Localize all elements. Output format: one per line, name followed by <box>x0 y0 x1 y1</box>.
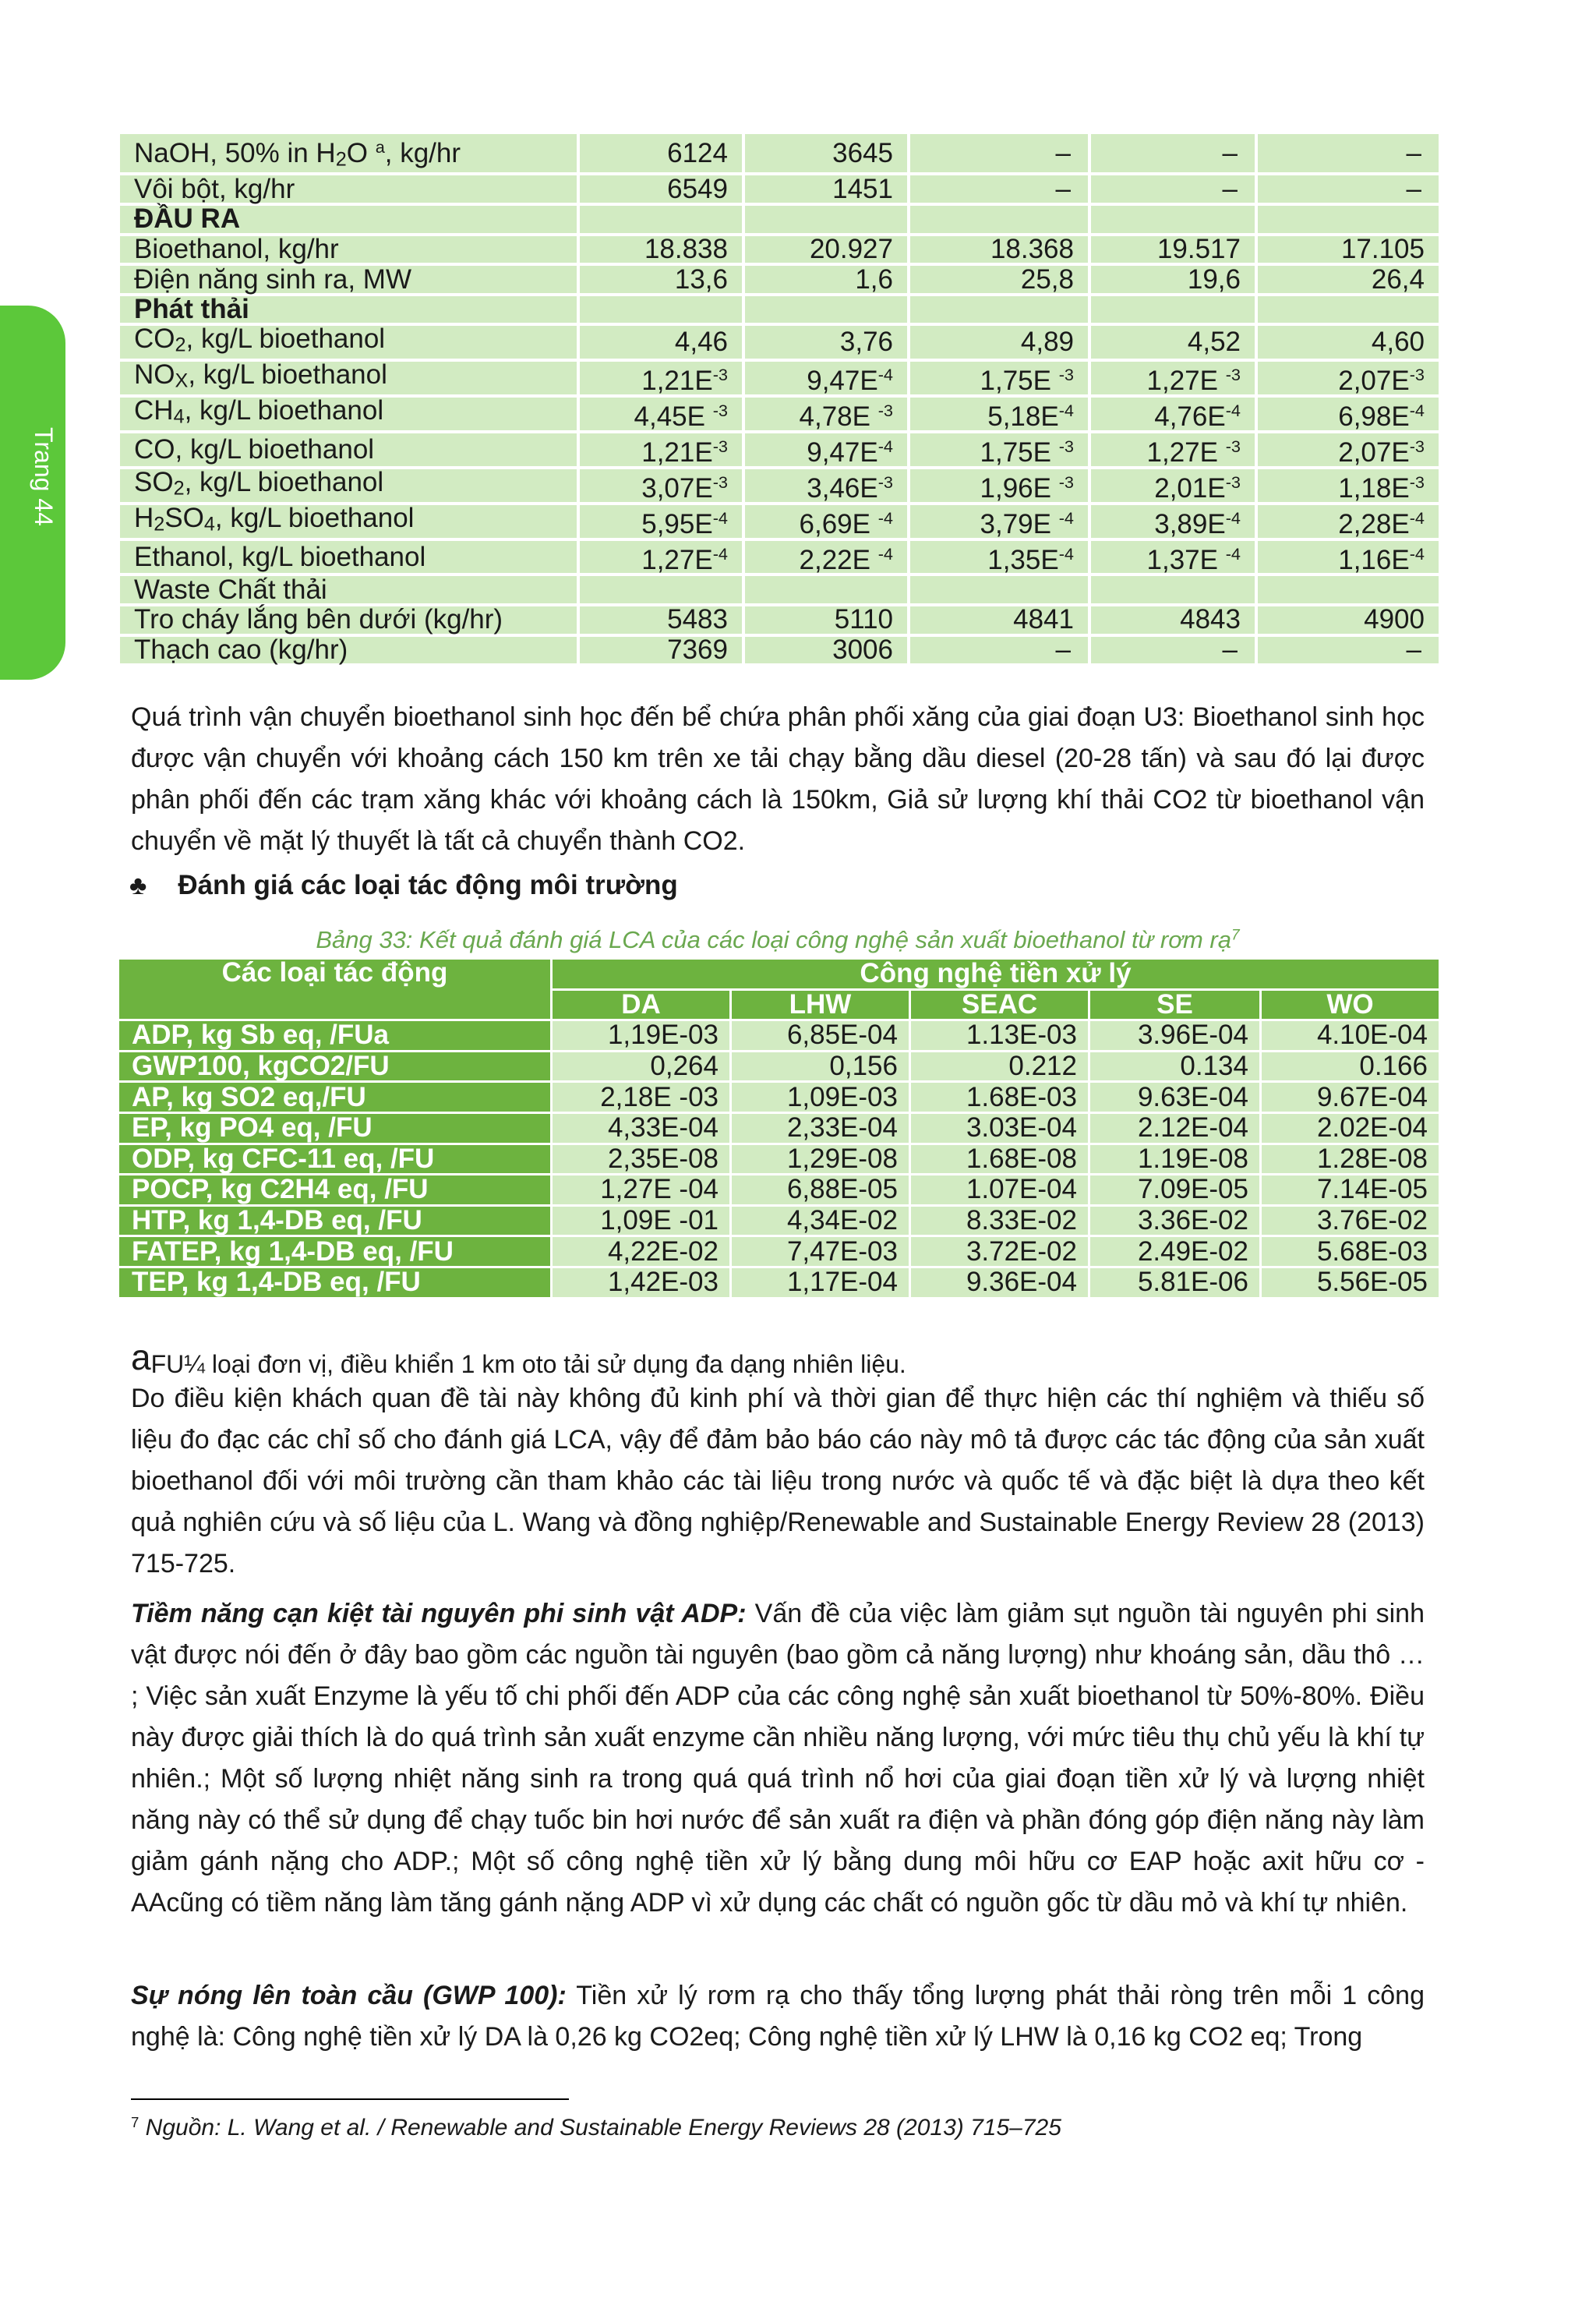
footnote-divider <box>131 2098 569 2100</box>
emissions-table <box>117 131 1442 666</box>
club-bullet-icon: ♣ <box>129 870 147 900</box>
table-cell: 1.19E-08 <box>1089 1144 1261 1175</box>
table-row <box>118 1020 1440 1052</box>
table-row <box>118 133 1440 174</box>
table-row <box>118 574 1440 605</box>
row-label: Phát thải <box>118 295 578 325</box>
heading-text: Đánh giá các loại tác động môi trường <box>178 870 678 900</box>
table-cell: $3,46E^{-3}$ <box>743 468 909 504</box>
table-cell: 4,33E-04 <box>552 1112 731 1144</box>
table-cell: 1,09E -01 <box>552 1205 731 1236</box>
table-cell: 7369 <box>578 635 743 666</box>
table-cell: 1.68E-03 <box>910 1082 1089 1113</box>
table-cell: 5.56E-05 <box>1261 1267 1440 1298</box>
table-row <box>118 432 1440 468</box>
gwp-body: Tiền xử lý rơm rạ cho thấy tổng lượng phát thải ròng trên mỗi 1 công nghệ là: Công nghệ tiền xử lý DA là 0,26 kg CO2eq; Công nghệ tiền xử lý LHW là 0,16 kg CO2 eq; Trong <box>131 1981 1425 2052</box>
table-row <box>118 235 1440 265</box>
table-cell: 3.72E-02 <box>910 1236 1089 1267</box>
table-cell: 5.68E-03 <box>1261 1236 1440 1267</box>
impact-category-header: Các loại tác động <box>118 959 552 1020</box>
row-label: EP, kg PO4 eq, /FU <box>118 1112 552 1144</box>
column-header: SEAC <box>910 989 1089 1020</box>
table-cell: 1,19E-03 <box>552 1020 731 1052</box>
table-cell: 4,45E $^{-3}$ <box>578 396 743 432</box>
table-cell: – <box>909 635 1089 666</box>
table-cell: 3.96E-04 <box>1089 1020 1261 1052</box>
table-row <box>118 635 1440 666</box>
table-row <box>118 360 1440 396</box>
table-cell: – <box>909 133 1089 174</box>
table-cell: 4,60 <box>1256 324 1440 360</box>
table-cell: 4,52 <box>1089 324 1256 360</box>
pretreatment-group-header: Công nghệ tiền xử lý <box>552 959 1440 990</box>
row-label: Thạch cao (kg/hr) <box>118 635 578 666</box>
table-cell <box>1089 574 1256 605</box>
table-cell: 1,27E -04 <box>552 1175 731 1206</box>
column-header: DA <box>552 989 731 1020</box>
table-cell: 3645 <box>743 133 909 174</box>
table-cell: 1,75E $^{-3}$ <box>909 360 1089 396</box>
row-label: $SO_2$, kg/L bioethanol <box>118 468 578 504</box>
table-cell: 2,22E $^{-4}$ <box>743 539 909 575</box>
table-cell: 1,6 <box>743 264 909 295</box>
table-cell: $5,95E^{-4}$ <box>578 504 743 539</box>
table-cell: 7.09E-05 <box>1089 1175 1261 1206</box>
table-cell <box>743 204 909 235</box>
reference-paragraph: Do điều kiện khách quan đề tài này không đủ kinh phí và thời gian để thực hiện các thí nghiệm và thiếu số liệu đo đạc các chỉ số cho đánh giá LCA, vậy để đảm bảo báo cáo này mô tả được các tác động của sản xuất bioethanol đối với môi trường cần tham khảo các tài liệu trong nước và quốc tế và đặc biệt là dựa theo kết quả nghiên cứu và số liệu của L. Wang và đồng nghiệp/Renewable and Sustainable Energy Review 28 (2013) 715-725. <box>131 1384 1425 1578</box>
table-cell: – <box>1256 635 1440 666</box>
table-cell: 1.68E-08 <box>910 1144 1089 1175</box>
table-cell: 4,89 <box>909 324 1089 360</box>
table-cell <box>1256 204 1440 235</box>
table-cell: 2,18E -03 <box>552 1082 731 1113</box>
table-cell: 4,46 <box>578 324 743 360</box>
table-cell <box>1256 574 1440 605</box>
adp-body: Vấn đề của việc làm giảm sụt nguồn tài nguyên phi sinh vật được nói đến ở đây bao gồm các nguồn tài nguyên (bao gồm cả năng lượng) như khoáng sản, dầu thô … ; Việc sản xuất Enzyme là yếu tố chi phối đến ADP của các công nghệ sản xuất bioethanol từ 50%-80%. Điều này được giải thích là do quá trình sản xuất enzyme cần nhiều năng lượng, với mức tiêu thụ chủ yếu là khí tự nhiên.; Một số lượng nhiệt năng sinh ra trong quá quá trình nổ hơi của giai đoạn tiền xử lý và lượng nhiệt năng này có thể sử dụng để chạy tuốc bin hơi nước để sản xuất ra điện và phần đóng góp điện năng này làm giảm gánh nặng cho ADP.; Một số công nghệ tiền xử lý bằng dung môi hữu cơ EAP hoặc axit hữu cơ - AAcũng có tiềm năng làm tăng gánh nặng ADP vì xử dụng các chất có nguồn gốc từ dầu mỏ và khí tự nhiên. <box>131 1599 1425 1918</box>
table-cell: 25,8 <box>909 264 1089 295</box>
gwp-paragraph <box>131 1975 1425 2058</box>
table-cell: 0,156 <box>731 1051 910 1082</box>
table-cell: $1,16E^{-4}$ <box>1256 539 1440 575</box>
table-cell: $6,98E^{-4}$ <box>1256 396 1440 432</box>
table-row <box>118 264 1440 295</box>
table-row <box>118 468 1440 504</box>
table-cell: $1,21E^{-3}$ <box>578 360 743 396</box>
table-cell: 4900 <box>1256 605 1440 635</box>
table-row <box>118 295 1440 325</box>
row-label: ADP, kg Sb eq, /FUa <box>118 1020 552 1052</box>
footnote-mark: a <box>131 1337 151 1377</box>
table-row <box>118 539 1440 575</box>
table-cell: 1,42E-03 <box>552 1267 731 1298</box>
table-cell: 26,4 <box>1256 264 1440 295</box>
table-cell: 1.07E-04 <box>910 1175 1089 1206</box>
table-cell: $2,07E^{-3}$ <box>1256 432 1440 468</box>
table-cell: $1,18E^{-3}$ <box>1256 468 1440 504</box>
table-row <box>118 1051 1440 1082</box>
table-cell: 1451 <box>743 174 909 204</box>
table-cell: 1,27E $^{-3}$ <box>1089 360 1256 396</box>
table-cell <box>909 204 1089 235</box>
table-row <box>118 396 1440 432</box>
table-cell: 1,96E $^{-3}$ <box>909 468 1089 504</box>
row-label: Điện năng sinh ra, MW <box>118 264 578 295</box>
table-cell: $5,18E^{-4}$ <box>909 396 1089 432</box>
table-cell: 4,78E $^{-3}$ <box>743 396 909 432</box>
table-cell: – <box>1256 174 1440 204</box>
table-cell: 19,6 <box>1089 264 1256 295</box>
table-cell: 2,33E-04 <box>731 1112 910 1144</box>
footnote-source-text: Nguồn: L. Wang et al. / Renewable and Sustainable Energy Reviews 28 (2013) 715–725 <box>139 2115 1061 2141</box>
table-cell: 3,79E $^{-4}$ <box>909 504 1089 539</box>
table-cell: 8.33E-02 <box>910 1205 1089 1236</box>
table-row <box>118 204 1440 235</box>
table-cell: $2,01E^{-3}$ <box>1089 468 1256 504</box>
table-cell: 1,17E-04 <box>731 1267 910 1298</box>
table-cell: 6,88E-05 <box>731 1175 910 1206</box>
table-cell: 0.134 <box>1089 1051 1261 1082</box>
row-label: GWP100, kgCO2/FU <box>118 1051 552 1082</box>
table-cell: 2.12E-04 <box>1089 1112 1261 1144</box>
table-cell: 9.63E-04 <box>1089 1082 1261 1113</box>
column-header: LHW <box>731 989 910 1020</box>
table-cell: $4,76E^{-4}$ <box>1089 396 1256 432</box>
table-cell <box>578 204 743 235</box>
table-cell: 13,6 <box>578 264 743 295</box>
table-cell: 5.81E-06 <box>1089 1267 1261 1298</box>
table-cell: 6124 <box>578 133 743 174</box>
table-cell <box>909 295 1089 325</box>
table-cell: 4841 <box>909 605 1089 635</box>
row-label: ĐẦU RA <box>118 204 578 235</box>
table-cell: 0.166 <box>1261 1051 1440 1082</box>
table-cell: 2.02E-04 <box>1261 1112 1440 1144</box>
table-row <box>118 1082 1440 1113</box>
table-cell: $1,21E^{-3}$ <box>578 432 743 468</box>
table-row <box>118 605 1440 635</box>
table-cell <box>578 574 743 605</box>
table-caption <box>117 926 1439 954</box>
table-cell: – <box>1256 133 1440 174</box>
table-cell: – <box>1089 133 1256 174</box>
row-label: POCP, kg C2H4 eq, /FU <box>118 1175 552 1206</box>
adp-paragraph <box>131 1593 1425 1924</box>
table-cell: – <box>1089 635 1256 666</box>
row-label: $CH_4$, kg/L bioethanol <box>118 396 578 432</box>
adp-lead: Tiềm năng cạn kiệt tài nguyên phi sinh vật ADP: <box>131 1599 747 1628</box>
caption-footnote-ref: 7 <box>1231 927 1240 944</box>
table-cell: 5483 <box>578 605 743 635</box>
table-cell <box>578 295 743 325</box>
table-cell: 1.13E-03 <box>910 1020 1089 1052</box>
row-label: $NO_X$, kg/L bioethanol <box>118 360 578 396</box>
row-label: Ethanol, kg/L bioethanol <box>118 539 578 575</box>
lca-results-table <box>117 957 1441 1299</box>
table-cell: 6549 <box>578 174 743 204</box>
row-label: CO, kg/L bioethanol <box>118 432 578 468</box>
table-cell <box>743 295 909 325</box>
table-cell: 3,76 <box>743 324 909 360</box>
caption-text: Bảng 33: Kết quả đánh giá LCA của các loại công nghệ sản xuất bioethanol từ rơm rạ <box>316 926 1231 953</box>
table-cell: 7.14E-05 <box>1261 1175 1440 1206</box>
table-cell: 1,27E $^{-3}$ <box>1089 432 1256 468</box>
table-cell: 18.838 <box>578 235 743 265</box>
impact-assessment-heading <box>129 870 678 901</box>
table-cell: 9.67E-04 <box>1261 1082 1440 1113</box>
table-cell: 18.368 <box>909 235 1089 265</box>
table-cell: 9.36E-04 <box>910 1267 1089 1298</box>
row-label: Vôi bột, kg/hr <box>118 174 578 204</box>
table-footnote <box>131 1336 906 1379</box>
table-cell: 6,69E $^{-4}$ <box>743 504 909 539</box>
table-row <box>118 1205 1440 1236</box>
table-cell <box>1089 295 1256 325</box>
table-row <box>118 1236 1440 1267</box>
table-cell <box>1089 204 1256 235</box>
row-label: Waste Chất thải <box>118 574 578 605</box>
table-cell: 4.10E-04 <box>1261 1020 1440 1052</box>
row-label: $CO_2$, kg/L bioethanol <box>118 324 578 360</box>
table-cell: $1,27E^{-4}$ <box>578 539 743 575</box>
table-cell: 19.517 <box>1089 235 1256 265</box>
table-cell: 4,34E-02 <box>731 1205 910 1236</box>
row-label: FATEP, kg 1,4-DB eq, /FU <box>118 1236 552 1267</box>
table-cell: $3,89E^{-4}$ <box>1089 504 1256 539</box>
table-cell: 2,35E-08 <box>552 1144 731 1175</box>
table-cell: 4,22E-02 <box>552 1236 731 1267</box>
row-label: Tro cháy lắng bên dưới (kg/hr) <box>118 605 578 635</box>
source-footnote <box>131 2114 1061 2141</box>
table-cell: $9,47E^{-4}$ <box>743 432 909 468</box>
table-cell: 1,75E $^{-3}$ <box>909 432 1089 468</box>
table-cell: $3,07E^{-3}$ <box>578 468 743 504</box>
row-label: AP, kg SO2 eq,/FU <box>118 1082 552 1113</box>
table-cell: 1,09E-03 <box>731 1082 910 1113</box>
table-cell: – <box>909 174 1089 204</box>
table-cell: $2,07E^{-3}$ <box>1256 360 1440 396</box>
table-cell: – <box>1089 174 1256 204</box>
gwp-lead: Sự nóng lên toàn cầu (GWP 100): <box>131 1981 567 2010</box>
header-row <box>118 959 1440 990</box>
table-cell: 4843 <box>1089 605 1256 635</box>
table-cell: 3.76E-02 <box>1261 1205 1440 1236</box>
table-row <box>118 504 1440 539</box>
row-label: $H_2SO_4$, kg/L bioethanol <box>118 504 578 539</box>
table-cell <box>1256 295 1440 325</box>
table-cell: 6,85E-04 <box>731 1020 910 1052</box>
table-row <box>118 174 1440 204</box>
table-row <box>118 1144 1440 1175</box>
table-cell: 3.36E-02 <box>1089 1205 1261 1236</box>
table-cell: $9,47E^{-4}$ <box>743 360 909 396</box>
table-row <box>118 1112 1440 1144</box>
page-number-label: Trang 44 <box>30 427 58 526</box>
table-cell <box>909 574 1089 605</box>
table-cell: 1,29E-08 <box>731 1144 910 1175</box>
table-cell: 17.105 <box>1256 235 1440 265</box>
row-label: HTP, kg 1,4-DB eq, /FU <box>118 1205 552 1236</box>
table-cell <box>743 574 909 605</box>
table-cell: 2.49E-02 <box>1089 1236 1261 1267</box>
table-cell: $2,28E^{-4}$ <box>1256 504 1440 539</box>
table-cell: 0.212 <box>910 1051 1089 1082</box>
row-label: NaOH, 50% in $H_2O$ $^a$, kg/hr <box>118 133 578 174</box>
row-label: TEP, kg 1,4-DB eq, /FU <box>118 1267 552 1298</box>
table-cell: 3006 <box>743 635 909 666</box>
footnote-text: FU¼ loại đơn vị, điều khiển 1 km oto tải sử dụng đa dạng nhiên liệu. <box>150 1350 906 1378</box>
table-cell: 0,264 <box>552 1051 731 1082</box>
footnote-number: 7 <box>131 2114 139 2130</box>
transport-paragraph: Quá trình vận chuyển bioethanol sinh học đến bể chứa phân phối xăng của giai đoạn U3: Bioethanol sinh học được vận chuyển với khoảng cách 150 km trên xe tải chạy bằng dầu diesel (20-28 tấn) và sau đó lại được phân phối đến các trạm xăng khác với khoảng cách là 150km, Giả sử lượng khí thải CO2 từ bioethanol vận chuyển về mặt lý thuyết là tất cả chuyển thành CO2. <box>131 702 1425 856</box>
table-cell: 20.927 <box>743 235 909 265</box>
column-header: SE <box>1089 989 1261 1020</box>
table-cell: 3.03E-04 <box>910 1112 1089 1144</box>
table-cell: $1,35E^{-4}$ <box>909 539 1089 575</box>
table-cell: 5110 <box>743 605 909 635</box>
table-cell: 7,47E-03 <box>731 1236 910 1267</box>
column-header: WO <box>1261 989 1440 1020</box>
row-label: ODP, kg CFC-11 eq, /FU <box>118 1144 552 1175</box>
row-label: Bioethanol, kg/hr <box>118 235 578 265</box>
table-row <box>118 1175 1440 1206</box>
table-row <box>118 324 1440 360</box>
table-row <box>118 1267 1440 1298</box>
table-cell: 1.28E-08 <box>1261 1144 1440 1175</box>
table-cell: 1,37E $^{-4}$ <box>1089 539 1256 575</box>
